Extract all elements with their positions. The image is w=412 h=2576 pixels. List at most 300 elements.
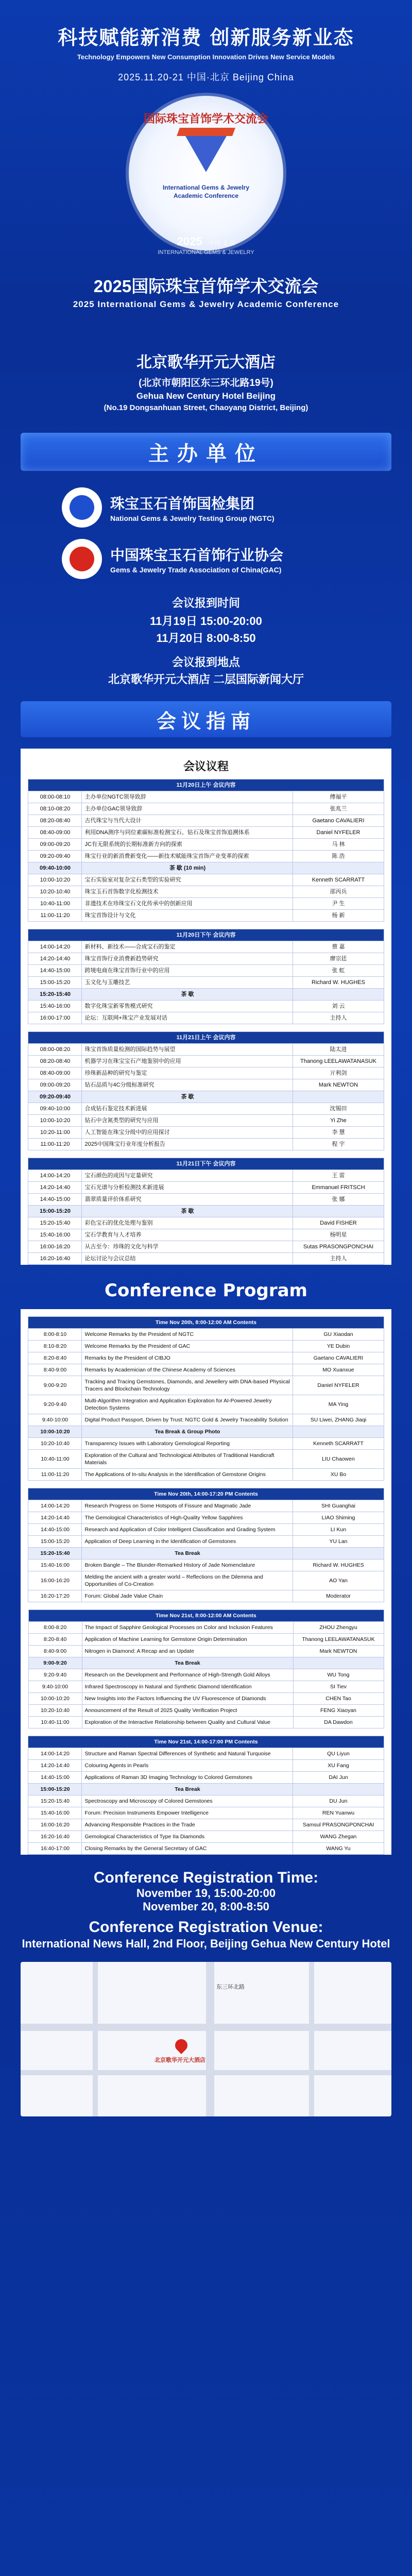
time-cell: 10:20-10:40 <box>28 886 82 898</box>
time-cell: 9:40-10:00 <box>28 1681 82 1693</box>
time-cell: 15:40-16:00 <box>28 1229 82 1241</box>
topic-cell: Tea Break <box>82 1784 293 1795</box>
speaker-cell: 沈锡田 <box>293 1103 384 1115</box>
time-cell: 8:20-8:40 <box>28 1634 82 1646</box>
topic-cell: 珠宝首饰质量检测的国际趋势与展望 <box>82 1044 293 1056</box>
speaker-cell: 邵丙兵 <box>293 886 384 898</box>
time-cell: 8:00-8:20 <box>28 1622 82 1634</box>
topic-cell: Broken Bangle – The Blunder-Remarked History of Jade Nomenclature <box>82 1560 293 1571</box>
time-cell: 14:20-14:40 <box>28 1182 82 1194</box>
table-row <box>28 1512 384 1524</box>
topic-cell: Application of Machine Learning for Gemstone Origin Determination <box>82 1634 293 1646</box>
topic-cell: 论坛：互联网+珠宝产业发展对话 <box>82 1012 293 1024</box>
time-cell: 09:20-09:40 <box>28 851 82 862</box>
reg-time-title: 会议报到时间 <box>171 597 240 609</box>
table-row <box>28 791 384 803</box>
time-cell: 08:40-09:00 <box>28 827 82 839</box>
time-cell: 09:20-09:40 <box>28 1091 82 1103</box>
program-en-session-header: Time Nov 20th, 14:00-17:20 PM Contents <box>28 1488 384 1500</box>
edition <box>0 235 412 248</box>
topic-cell: 宝石颜色的成因与定量研究 <box>82 1170 293 1182</box>
map-road <box>309 1962 314 2116</box>
time-cell: 14:40-15:00 <box>28 1772 82 1784</box>
speaker-cell: Emmanuel FRITSCH <box>293 1182 384 1194</box>
speaker-cell: YU Lan <box>293 1536 384 1548</box>
topic-cell: Forum: Global Jade Value Chain <box>82 1590 293 1602</box>
program-en-panel <box>21 1309 391 1855</box>
table-row <box>28 1438 384 1450</box>
table-row <box>28 1376 384 1395</box>
reg-en-time-title: Conference Registration Time: <box>93 1869 319 1886</box>
topic-cell: 人工智能在珠宝分级中的应用探讨 <box>82 1127 293 1139</box>
dateline: 2025.11.20-21 中国·北京 Beijing China <box>118 72 294 82</box>
time-cell: 15:00-15:20 <box>28 977 82 989</box>
topic-cell: 珠宝行业的新消费新变化——新技术赋能珠宝首饰产业变革的探索 <box>82 851 293 862</box>
speaker-cell: DA Dawdon <box>293 1717 384 1728</box>
reg-en-venue: International News Hall, 2nd Floor, Beijing Gehua New Century Hotel <box>22 1937 390 1950</box>
speaker-cell: 杨明星 <box>293 1229 384 1241</box>
table-row <box>28 862 384 874</box>
time-cell: 15:40-16:00 <box>28 1001 82 1012</box>
table-row <box>28 1571 384 1590</box>
speaker-cell: AO Yan <box>293 1571 384 1590</box>
speaker-cell: GU Xiaodan <box>293 1329 384 1341</box>
venue <box>0 349 412 412</box>
table-row <box>28 886 384 898</box>
topic-cell: The Impact of Sapphire Geological Processes on Color and Inclusion Features <box>82 1622 293 1634</box>
speaker-cell: 杨 新 <box>293 910 384 922</box>
speaker-cell <box>293 1206 384 1217</box>
table-row <box>28 1395 384 1414</box>
topic-cell: Research and Application of Color Intelligent Classification and Grading System <box>82 1524 293 1536</box>
program-en-session-table <box>28 1736 384 1855</box>
sponsor-1-name-en: National Gems & Jewelry Testing Group (NGTC) <box>110 514 274 522</box>
time-cell: 15:20-15:40 <box>28 1217 82 1229</box>
speaker-cell: Gaetano CAVALIERI <box>293 1352 384 1364</box>
sponsor-2-name: 中国珠宝玉石首饰行业协会 <box>110 547 284 563</box>
table-row <box>28 1364 384 1376</box>
table-row <box>28 1669 384 1681</box>
speaker-cell: Sutas PRASONGPONCHAI <box>293 1241 384 1253</box>
speaker-cell: DAI Jun <box>293 1772 384 1784</box>
table-row <box>28 1784 384 1795</box>
location-map[interactable] <box>21 1962 391 2116</box>
topic-cell: Forum: Precision Instruments Empower Intelligence <box>82 1807 293 1819</box>
table-row <box>28 1414 384 1426</box>
time-cell: 16:20-17:20 <box>28 1590 82 1602</box>
table-row <box>28 1217 384 1229</box>
table-row <box>28 1681 384 1693</box>
reg-time-1: 11月19日 15:00-20:00 <box>150 615 262 628</box>
gem-icon-top <box>177 128 235 136</box>
speaker-cell <box>293 1657 384 1669</box>
table-row <box>28 874 384 886</box>
topic-cell: Colouring Agents in Pearls <box>82 1760 293 1772</box>
topic-cell: 宝石光谱与分析检测技术新进展 <box>82 1182 293 1194</box>
table-row <box>28 1115 384 1127</box>
venue-cn-address: (北京市朝阳区东三环北路19号) <box>139 378 273 388</box>
table-row <box>28 1253 384 1265</box>
speaker-cell: 主持人 <box>293 1012 384 1024</box>
speaker-cell: 蔡 嘉 <box>293 941 384 953</box>
time-cell: 14:40-15:00 <box>28 1524 82 1536</box>
table-row <box>28 1843 384 1855</box>
topic-cell: 钻石中含氮类型的研究与应用 <box>82 1115 293 1127</box>
table-row <box>28 1044 384 1056</box>
topic-cell: Welcome Remarks by the President of GAC <box>82 1341 293 1352</box>
topic-cell: Tea Break & Group Photo <box>82 1426 293 1438</box>
speaker-cell <box>293 1426 384 1438</box>
table-row <box>28 1329 384 1341</box>
speaker-cell: 张 娜 <box>293 1194 384 1206</box>
table-row <box>28 941 384 953</box>
speaker-cell: Thanong LEELAWATANASUK <box>293 1634 384 1646</box>
table-row <box>28 803 384 815</box>
topic-cell: 珠宝玉石首饰数字化检测技术 <box>82 886 293 898</box>
program-en-session-header: Time Nov 21st, 8:00-12:00 AM Contents <box>28 1610 384 1622</box>
venue-en: Gehua New Century Hotel Beijing <box>136 391 276 401</box>
time-cell: 16:00-16:20 <box>28 1571 82 1590</box>
reg-place: 北京歌华开元大酒店 二层国际新闻大厅 <box>108 673 304 686</box>
speaker-cell: DU Jun <box>293 1795 384 1807</box>
speaker-cell <box>293 1091 384 1103</box>
speaker-cell: Mark NEWTON <box>293 1079 384 1091</box>
topic-cell: Applications of Raman 3D Imaging Technology to Colored Gemstones <box>82 1772 293 1784</box>
topic-cell: JC有无限系统的长期标准新方向的探索 <box>82 839 293 851</box>
table-row <box>28 1760 384 1772</box>
topic-cell: Exploration of the Interactive Relationship between Quality and Cultural Value <box>82 1717 293 1728</box>
table-row <box>28 1067 384 1079</box>
topic-cell: 茶 歇 <box>82 1206 293 1217</box>
topic-cell: Infrared Spectroscopy in Natural and Synthetic Diamond Identification <box>82 1681 293 1693</box>
speaker-cell: XU Bo <box>293 1469 384 1481</box>
speaker-cell: David FISHER <box>293 1217 384 1229</box>
speaker-cell: Kenneth SCARRATT <box>293 1438 384 1450</box>
edition-place: 中国·北京 <box>208 240 235 247</box>
agenda-cn-session-header: 11月20日上午 会议内容 <box>28 779 384 791</box>
table-row <box>28 1807 384 1819</box>
speaker-cell: MO Xuanxue <box>293 1364 384 1376</box>
topic-cell: 主办单位NGTC领导致辞 <box>82 791 293 803</box>
table-row <box>28 1139 384 1150</box>
topic-cell: Exploration of the Cultural and Technological Attributes of Traditional Handicraft Materials <box>82 1450 293 1469</box>
sponsor-org-2 <box>62 539 350 579</box>
topic-cell: 数字化珠宝新零售模式研究 <box>82 1001 293 1012</box>
program-en-session-table <box>28 1488 384 1602</box>
table-row <box>28 1056 384 1067</box>
speaker-cell: Richard W. HUGHES <box>293 1560 384 1571</box>
agenda-cn-session-header: 11月21日上午 会议内容 <box>28 1032 384 1044</box>
time-cell: 16:20-16:40 <box>28 1253 82 1265</box>
table-row <box>28 1091 384 1103</box>
agenda-cn-tables <box>21 779 391 1265</box>
table-row <box>28 839 384 851</box>
topic-cell: 茶 歇 (10 min) <box>82 862 293 874</box>
topic-cell: Closing Remarks by the General Secretary of GAC <box>82 1843 293 1855</box>
time-cell: 9:20-9:40 <box>28 1669 82 1681</box>
table-row <box>28 1560 384 1571</box>
program-title: Conference Program <box>105 1280 307 1301</box>
time-cell: 11:00-11:20 <box>28 1469 82 1481</box>
sponsor-org-1 <box>62 487 350 528</box>
topic-cell: 宝石学教育与人才培养 <box>82 1229 293 1241</box>
topic-cell: 玉文化与玉雕技艺 <box>82 977 293 989</box>
table-row <box>28 1012 384 1024</box>
table-row <box>28 1772 384 1784</box>
map-hotel-label: 北京歌华开元大酒店 <box>154 2057 205 2063</box>
speaker-cell: XU Fang <box>293 1760 384 1772</box>
conference-title: 2025国际珠宝首饰学术交流会 <box>93 277 319 296</box>
speaker-cell: Yi Zhe <box>293 1115 384 1127</box>
sponsor-1-name: 珠宝玉石首饰国检集团 <box>110 496 255 512</box>
sponsor-2-name-en: Gems & Jewelry Trade Association of China(GAC) <box>110 566 282 574</box>
table-row <box>28 1352 384 1364</box>
time-cell: 09:40-10:00 <box>28 1103 82 1115</box>
speaker-cell <box>293 1548 384 1560</box>
topic-cell: Multi-Algorithm Integration and Application Exploration for AI-Powered Jewelry Detection Systems <box>82 1395 293 1414</box>
topic-cell: 主办单位GAC领导致辞 <box>82 803 293 815</box>
time-cell: 16:00-16:20 <box>28 1819 82 1831</box>
topic-cell: Remarks by Academician of the Chinese Academy of Sciences <box>82 1364 293 1376</box>
speaker-cell: LIAO Shiming <box>293 1512 384 1524</box>
speaker-cell: Mark NEWTON <box>293 1646 384 1657</box>
speaker-cell: ZHOU Zhengyu <box>293 1622 384 1634</box>
agenda-cn-session-table <box>28 779 384 922</box>
table-row <box>28 1693 384 1705</box>
time-cell: 16:40-17:00 <box>28 1843 82 1855</box>
topic-cell: Gemological Characteristics of Type IIa Diamonds <box>82 1831 293 1843</box>
table-row <box>28 977 384 989</box>
reg-en-date-1: November 19, 15:00-20:00 <box>136 1887 276 1900</box>
speaker-cell: REN Yuanwu <box>293 1807 384 1819</box>
time-cell: 08:20-08:40 <box>28 1056 82 1067</box>
topic-cell: 非遗技术在珍珠宝石文化传承中的创新应用 <box>82 898 293 910</box>
topic-cell: 新材料、新技术——合成宝石的鉴定 <box>82 941 293 953</box>
time-cell: 15:00-15:20 <box>28 1206 82 1217</box>
time-cell: 15:20-15:40 <box>28 989 82 1001</box>
program-en-tables <box>21 1316 391 1855</box>
topic-cell: 从古至今：珍珠的文化与科学 <box>82 1241 293 1253</box>
time-cell: 8:00-8:10 <box>28 1329 82 1341</box>
reg-place-title: 会议报到地点 <box>171 656 240 669</box>
hero-section <box>0 0 412 330</box>
table-row <box>28 1795 384 1807</box>
table-row <box>28 1079 384 1091</box>
time-cell: 14:40-15:00 <box>28 1194 82 1206</box>
table-row <box>28 1705 384 1717</box>
speaker-cell: 傅福平 <box>293 791 384 803</box>
speaker-cell: Daniel NYFELER <box>293 1376 384 1395</box>
topic-cell: Advancing Responsible Practices in the Trade <box>82 1819 293 1831</box>
speaker-cell: Gaetano CAVALIERI <box>293 815 384 827</box>
speaker-cell <box>293 989 384 1001</box>
reg-time-2: 11月20日 8:00-8:50 <box>156 632 256 645</box>
table-row <box>28 1524 384 1536</box>
speaker-cell: QU Liyun <box>293 1748 384 1760</box>
topic-cell: 跨境电商在珠宝首饰行业中的应用 <box>82 965 293 977</box>
speaker-cell: 陈 浩 <box>293 851 384 862</box>
reg-en-date-2: November 20, 8:00-8:50 <box>143 1900 269 1913</box>
speaker-cell: 刘 云 <box>293 1001 384 1012</box>
topic-cell: 宝石实验室对复杂宝石类型的实验研究 <box>82 874 293 886</box>
topic-cell: Structure and Raman Spectral Differences of Synthetic and Natural Turquoise <box>82 1748 293 1760</box>
guide-banner: 会议指南 <box>21 701 391 737</box>
agenda-cn-session-header: 11月20日下午 会议内容 <box>28 929 384 941</box>
topic-cell: The Gemological Characteristics of High-Quality Yellow Sapphires <box>82 1512 293 1524</box>
speaker-cell: SU Liwei, ZHANG Jiaqi <box>293 1414 384 1426</box>
time-cell: 16:00-17:00 <box>28 1012 82 1024</box>
agenda-cn-session-header: 11月21日下午 会议内容 <box>28 1158 384 1170</box>
table-row <box>28 1450 384 1469</box>
topic-cell: New Insights into the Factors Influencing the UV Fluorescence of Diamonds <box>82 1693 293 1705</box>
topic-cell: 珠宝首饰设计与文化 <box>82 910 293 922</box>
program-en-session-header: Time Nov 20th, 8:00-12:00 AM Contents <box>28 1317 384 1329</box>
sponsors-banner: 主办单位 <box>21 433 391 471</box>
time-cell: 14:20-14:40 <box>28 953 82 965</box>
table-row <box>28 1206 384 1217</box>
venue-en-address: (No.19 Dongsanhuan Street, Chaoyang District, Beijing) <box>104 403 308 412</box>
time-cell: 11:00-11:20 <box>28 910 82 922</box>
table-row <box>28 1622 384 1634</box>
speaker-cell: 陆太进 <box>293 1044 384 1056</box>
speaker-cell: WANG Yu <box>293 1843 384 1855</box>
time-cell: 14:20-14:40 <box>28 1512 82 1524</box>
map-road-label: 东三环北路 <box>216 1984 245 1990</box>
time-cell: 08:00-08:20 <box>28 1044 82 1056</box>
topic-cell: Transparency Issues with Laboratory Gemological Reporting <box>82 1438 293 1450</box>
agenda-cn-session-table <box>28 1031 384 1150</box>
speaker-cell: LI Kun <box>293 1524 384 1536</box>
agenda-title: 会议议程 <box>183 760 229 773</box>
topic-cell: 古代珠宝与当代大设计 <box>82 815 293 827</box>
speaker-cell: SI Tiev <box>293 1681 384 1693</box>
table-row <box>28 1831 384 1843</box>
edition-year: 2025 <box>177 235 202 248</box>
time-cell: 16:20-16:40 <box>28 1831 82 1843</box>
topic-cell: 珍珠新品种的研究与鉴定 <box>82 1067 293 1079</box>
time-cell: 14:00-14:20 <box>28 1748 82 1760</box>
table-row <box>28 1469 384 1481</box>
time-cell: 14:40-15:00 <box>28 965 82 977</box>
topic-cell: Remarks by the President of CIBJO <box>82 1352 293 1364</box>
table-row <box>28 1229 384 1241</box>
table-row <box>28 1548 384 1560</box>
time-cell: 10:00-10:20 <box>28 1115 82 1127</box>
table-row <box>28 1717 384 1728</box>
ngtc-logo-icon <box>62 487 102 528</box>
time-cell: 14:20-14:40 <box>28 1760 82 1772</box>
table-row <box>28 898 384 910</box>
speaker-cell: 廖宗廷 <box>293 953 384 965</box>
time-cell: 14:00-14:20 <box>28 1170 82 1182</box>
agenda-cn-session-table <box>28 1158 384 1265</box>
time-cell: 09:00-09:20 <box>28 839 82 851</box>
time-cell: 09:00-09:20 <box>28 1079 82 1091</box>
time-cell: 10:00-10:20 <box>28 1693 82 1705</box>
speaker-cell: FENG Xiaoyan <box>293 1705 384 1717</box>
time-cell: 10:20-10:40 <box>28 1705 82 1717</box>
time-cell: 08:10-08:20 <box>28 803 82 815</box>
time-cell: 08:20-08:40 <box>28 815 82 827</box>
table-row <box>28 1426 384 1438</box>
speaker-cell: WANG Zhegan <box>293 1831 384 1843</box>
topic-cell: Tea Break <box>82 1657 293 1669</box>
time-cell: 9:00-9:20 <box>28 1657 82 1669</box>
time-cell: 10:40-11:00 <box>28 898 82 910</box>
speaker-cell: 程 宇 <box>293 1139 384 1150</box>
time-cell: 9:40-10:00 <box>28 1414 82 1426</box>
speaker-cell: 张兆兰 <box>293 803 384 815</box>
topic-cell: 钻石品质与4C分级标准研究 <box>82 1079 293 1091</box>
topic-cell: Spectroscopy and Microscopy of Colored Gemstones <box>82 1795 293 1807</box>
speaker-cell: MA Ying <box>293 1395 384 1414</box>
time-cell: 8:40-9:00 <box>28 1646 82 1657</box>
table-row <box>28 1170 384 1182</box>
location-pin-icon <box>173 2037 190 2054</box>
conference-title-en: 2025 International Gems & Jewelry Academic Conference <box>73 299 339 309</box>
topic-cell: 2025中国珠宝行业年度分析报告 <box>82 1139 293 1150</box>
table-row <box>28 1001 384 1012</box>
time-cell: 16:00-16:20 <box>28 1241 82 1253</box>
topic-cell: Welcome Remarks by the President of NGTC <box>82 1329 293 1341</box>
table-row <box>28 1634 384 1646</box>
speaker-cell: 李 慧 <box>293 1127 384 1139</box>
topic-cell: Melding the ancient with a greater world – Reflections on the Dilemma and Opportunities of Co-Creation <box>82 1571 293 1590</box>
speaker-cell: 马 林 <box>293 839 384 851</box>
table-row <box>28 965 384 977</box>
time-cell: 10:40-11:00 <box>28 1717 82 1728</box>
conference-emblem <box>129 96 283 250</box>
time-cell: 15:40-16:00 <box>28 1560 82 1571</box>
topic-cell: Digital Product Passport, Driven by Trust: NGTC Gold & Jewelry Traceability Solution <box>82 1414 293 1426</box>
venue-cn: 北京歌华开元大酒店 <box>136 354 276 371</box>
slogan-en: Technology Empowers New Consumption Innovation Drives New Service Models <box>77 53 335 61</box>
program-en-session-table <box>28 1609 384 1728</box>
table-row <box>28 1646 384 1657</box>
speaker-cell: YE Dubin <box>293 1341 384 1352</box>
time-cell: 09:40-10:00 <box>28 862 82 874</box>
speaker-cell: WU Tong <box>293 1669 384 1681</box>
time-cell: 08:40-09:00 <box>28 1067 82 1079</box>
table-row <box>28 989 384 1001</box>
topic-cell: 茶 歇 <box>82 989 293 1001</box>
time-cell: 8:20-8:40 <box>28 1352 82 1364</box>
speaker-cell: Moderator <box>293 1590 384 1602</box>
topic-cell: 彩色宝石的优化处理与鉴别 <box>82 1217 293 1229</box>
gac-logo-icon <box>62 539 102 579</box>
speaker-cell: CHEN Tao <box>293 1693 384 1705</box>
topic-cell: 合成钻石鉴定技术新进展 <box>82 1103 293 1115</box>
table-row <box>28 827 384 839</box>
time-cell: 8:40-9:00 <box>28 1364 82 1376</box>
time-cell: 15:20-15:40 <box>28 1795 82 1807</box>
table-row <box>28 1590 384 1602</box>
topic-cell: Research on the Development and Performance of High-Strength Gold Alloys <box>82 1669 293 1681</box>
table-row <box>28 1182 384 1194</box>
speaker-cell: 尹 生 <box>293 898 384 910</box>
agenda-cn-panel <box>21 749 391 1265</box>
time-cell: 08:00-08:10 <box>28 791 82 803</box>
table-row <box>28 910 384 922</box>
time-cell: 10:00-10:20 <box>28 874 82 886</box>
table-row <box>28 1341 384 1352</box>
time-cell: 10:20-10:40 <box>28 1438 82 1450</box>
time-cell: 10:00-10:20 <box>28 1426 82 1438</box>
speaker-cell: 王 雷 <box>293 1170 384 1182</box>
table-row <box>28 1500 384 1512</box>
speaker-cell <box>293 1784 384 1795</box>
time-cell: 8:10-8:20 <box>28 1341 82 1352</box>
